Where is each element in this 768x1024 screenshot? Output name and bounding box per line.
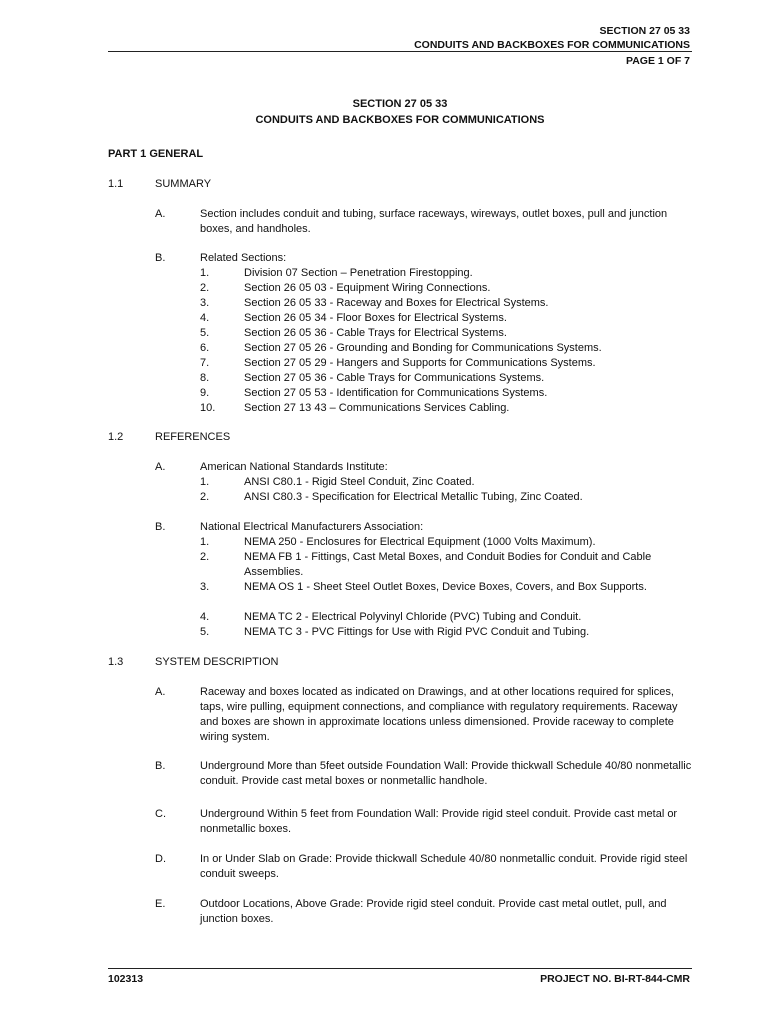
list-item-text: Section 27 05 29 - Hangers and Supports for Communications Systems. — [244, 357, 596, 369]
paragraph-letter: C. — [155, 808, 166, 820]
list-item-text: Section 27 05 26 - Grounding and Bonding for Communications Systems. — [244, 342, 602, 354]
list-item-number: 3. — [200, 581, 210, 593]
header-rule — [108, 51, 692, 52]
list-item-text: Section 26 05 33 - Raceway and Boxes for Electrical Systems. — [244, 297, 549, 309]
footer-rule — [108, 968, 692, 969]
paragraph-text: Section includes conduit and tubing, surface raceways, wireways, outlet boxes, pull and junction boxes, and handholes. — [200, 208, 668, 235]
paragraph-text: Related Sections: — [200, 252, 287, 264]
list-item-number: 5. — [200, 626, 210, 638]
list-item-text: Section 26 05 36 - Cable Trays for Electrical Systems. — [244, 327, 507, 339]
paragraph-letter: D. — [155, 853, 166, 865]
part-heading: PART 1 GENERAL — [108, 148, 204, 160]
list-item-number: 7. — [200, 357, 210, 369]
list-item-number: 10. — [200, 402, 216, 414]
article-title: SYSTEM DESCRIPTION — [155, 656, 279, 668]
article-title: SUMMARY — [155, 178, 212, 190]
list-item-number: 5. — [200, 327, 210, 339]
document-title-line2: CONDUITS AND BACKBOXES FOR COMMUNICATIONS — [255, 114, 545, 126]
list-item-text: NEMA TC 2 - Electrical Polyvinyl Chloride (PVC) Tubing and Conduit. — [244, 611, 582, 623]
paragraph-text: American National Standards Institute: — [200, 461, 388, 473]
header-section-name: CONDUITS AND BACKBOXES FOR COMMUNICATIONS — [414, 39, 690, 51]
article-title: REFERENCES — [155, 431, 231, 443]
list-item-number: 8. — [200, 372, 210, 384]
paragraph-letter: E. — [155, 898, 166, 910]
paragraph-text: Raceway and boxes located as indicated on Drawings, and at other locations required for splices, taps, wire pulling, equipment connections, and compliance with regulatory requirements. Raceway and boxes are shown in approximate locations unless dimensioned. Provide raceway to complete wiring system. — [200, 686, 678, 743]
paragraph-letter: B. — [155, 252, 166, 264]
paragraph-text: In or Under Slab on Grade: Provide thickwall Schedule 40/80 nonmetallic conduit. Provide rigid steel conduit sweeps. — [200, 853, 688, 880]
list-item-number: 2. — [200, 491, 210, 503]
list-item-text: Section 27 13 43 – Communications Services Cabling. — [244, 402, 510, 414]
list-item-text: NEMA 250 - Enclosures for Electrical Equipment (1000 Volts Maximum). — [244, 536, 596, 548]
paragraph-text: Outdoor Locations, Above Grade: Provide rigid steel conduit. Provide cast metal outlet, pull, and junction boxes. — [200, 898, 667, 925]
list-item-number: 1. — [200, 267, 210, 279]
list-item-number: 4. — [200, 312, 210, 324]
article-number: 1.1 — [108, 178, 124, 190]
list-item-text: Section 27 05 36 - Cable Trays for Communications Systems. — [244, 372, 545, 384]
list-item-number: 2. — [200, 282, 210, 294]
list-item-number: 1. — [200, 476, 210, 488]
article-number: 1.3 — [108, 656, 124, 668]
list-item-text: NEMA FB 1 - Fittings, Cast Metal Boxes, and Conduit Bodies for Conduit and Cable Assemblies. — [244, 551, 652, 578]
list-item-text: Section 27 05 53 - Identification for Communications Systems. — [244, 387, 548, 399]
paragraph-text: Underground More than 5feet outside Foundation Wall: Provide thickwall Schedule 40/80 nonmetallic conduit. Provide cast metal boxes or nonmetallic handhole. — [200, 760, 692, 787]
paragraph-letter: A. — [155, 208, 166, 220]
list-item-text: ANSI C80.1 - Rigid Steel Conduit, Zinc Coated. — [244, 476, 475, 488]
list-item-text: ANSI C80.3 - Specification for Electrical Metallic Tubing, Zinc Coated. — [244, 491, 583, 503]
list-item-number: 2. — [200, 551, 210, 563]
list-item-number: 9. — [200, 387, 210, 399]
list-item-number: 4. — [200, 611, 210, 623]
paragraph-text: National Electrical Manufacturers Association: — [200, 521, 424, 533]
paragraph-letter: A. — [155, 686, 166, 698]
header-page-label: PAGE 1 OF 7 — [626, 55, 690, 67]
paragraph-text: Underground Within 5 feet from Foundation Wall: Provide rigid steel conduit. Provide cast metal or nonmetallic boxes. — [200, 808, 678, 835]
list-item-text: NEMA TC 3 - PVC Fittings for Use with Rigid PVC Conduit and Tubing. — [244, 626, 590, 638]
list-item-text: Division 07 Section – Penetration Firestopping. — [244, 267, 473, 279]
article-number: 1.2 — [108, 431, 124, 443]
list-item-number: 3. — [200, 297, 210, 309]
document-title-line1: SECTION 27 05 33 — [352, 98, 448, 110]
list-item-text: Section 26 05 03 - Equipment Wiring Connections. — [244, 282, 491, 294]
list-item-text: Section 26 05 34 - Floor Boxes for Electrical Systems. — [244, 312, 507, 324]
header-section-code: SECTION 27 05 33 — [599, 25, 690, 37]
paragraph-letter: B. — [155, 521, 166, 533]
paragraph-letter: A. — [155, 461, 166, 473]
list-item-text: NEMA OS 1 - Sheet Steel Outlet Boxes, Device Boxes, Covers, and Box Supports. — [244, 581, 647, 593]
paragraph-letter: B. — [155, 760, 166, 772]
footer-project-number: PROJECT NO. BI-RT-844-CMR — [540, 973, 690, 985]
list-item-number: 1. — [200, 536, 210, 548]
footer-document-number: 102313 — [108, 973, 144, 985]
list-item-number: 6. — [200, 342, 210, 354]
